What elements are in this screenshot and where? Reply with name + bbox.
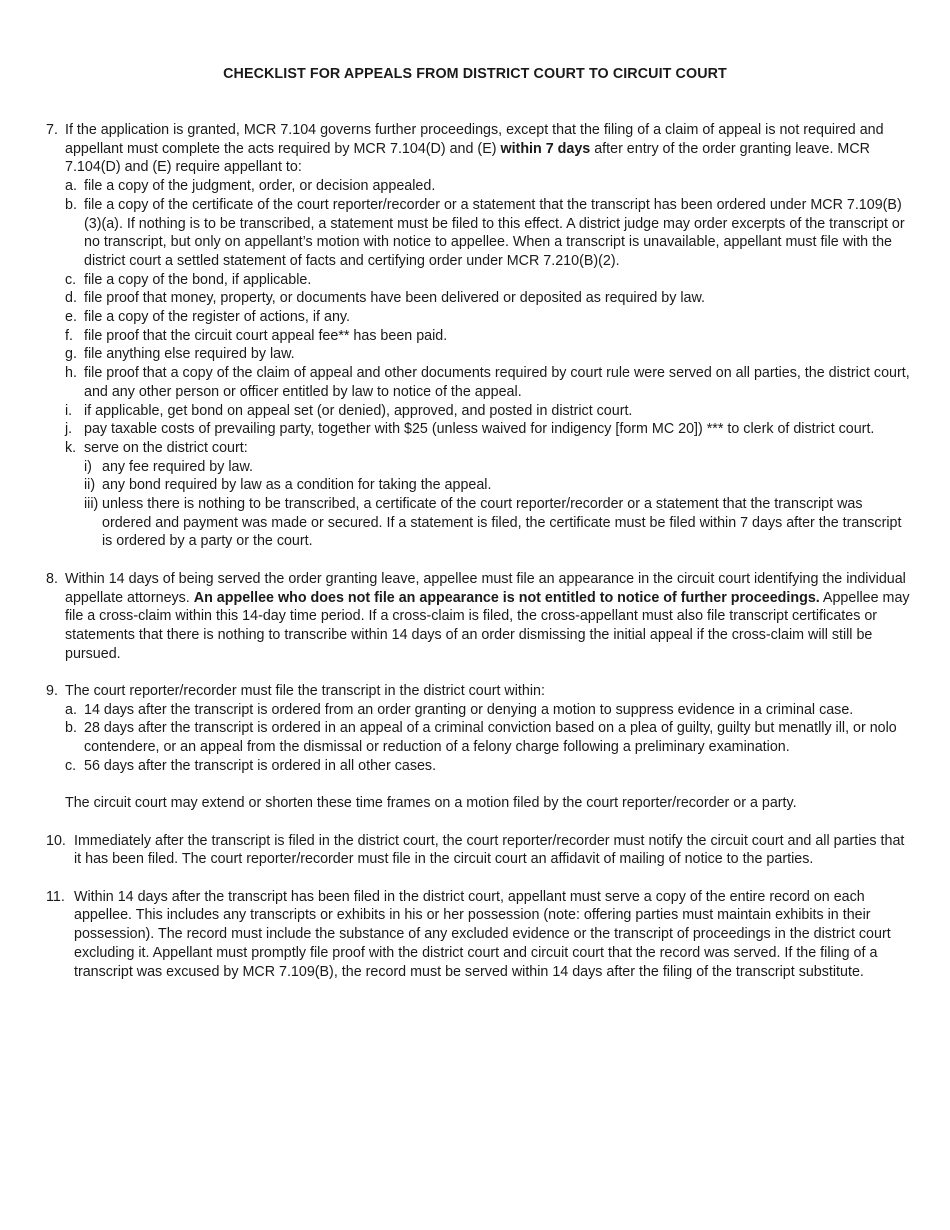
sub-text: any bond required by law as a condition for taking the appeal. — [102, 477, 492, 494]
item-text: The court reporter/recorder must file the transcript in the district court within: — [65, 683, 545, 700]
sub-label: a. — [65, 701, 77, 718]
sub-text: file a copy of the judgment, order, or decision appealed. — [84, 178, 436, 195]
sub-item-7h — [65, 364, 912, 401]
sub-text: file anything else required by law. — [84, 346, 295, 363]
text-segment: Appellee may file a cross-claim within this 14-day time period. If a cross-claim is filed, the cross-appellant must also file transcript certificates or statements that there is nothing to transcribe within 14 days of an order dismissing the initial appeal if the cross-claim will still be pursued. — [65, 589, 910, 662]
sub-label: b. — [65, 720, 77, 737]
sub-item-7k-ii — [65, 476, 912, 495]
sub-text: unless there is nothing to be transcribed, a certificate of the court reporter/recorder or a statement that the transcript was ordered and payment was made or secured. If a statement is filed, the certificate must be filed within 7 days after the transcript is ordered by a party or the court. — [102, 496, 902, 550]
sub-label: j. — [65, 421, 73, 438]
sub-item-7a — [65, 177, 912, 196]
page-title: CHECKLIST FOR APPEALS FROM DISTRICT COURT TO CIRCUIT COURT — [223, 66, 727, 82]
spacer — [46, 813, 912, 832]
sub-label: d. — [65, 290, 77, 307]
item-number: 8. — [46, 570, 58, 587]
checklist-item-9 — [46, 682, 912, 776]
sub-item-7c — [65, 271, 912, 290]
sub-item-7k-iii — [65, 495, 912, 551]
checklist-item-7 — [46, 121, 912, 551]
item-number: 9. — [46, 683, 58, 700]
sub-label: a. — [65, 178, 77, 195]
sub-item-7k — [65, 439, 912, 458]
sub-item-9b — [65, 719, 912, 756]
sub-label: i) — [84, 458, 92, 475]
sub-text: any fee required by law. — [102, 458, 254, 475]
sub-item-9a — [65, 701, 912, 720]
item-text — [65, 570, 912, 664]
item-text: Immediately after the transcript is filed in the district court, the court reporter/recorder must notify the circuit court and all parties that it has been filed. The court reporter/recorder must file in the circuit court an affidavit of mailing of notice to the parties. — [74, 832, 905, 868]
sub-item-9c — [65, 757, 912, 776]
sub-label: g. — [65, 346, 77, 363]
spacer — [46, 663, 912, 682]
bold-deadline: within 7 days — [500, 140, 591, 157]
spacer — [46, 551, 912, 570]
sub-label: f. — [65, 327, 73, 344]
item-number: 10. — [46, 832, 66, 849]
item-number: 11. — [46, 888, 65, 905]
item-number: 7. — [46, 122, 58, 138]
sub-text: 56 days after the transcript is ordered in all other cases. — [84, 757, 437, 774]
sub-item-7i — [65, 402, 912, 421]
item-text — [65, 121, 912, 177]
text-segment: after entry of the order granting leave. MCR 7.104(D) and (E) require appellant to: — [65, 140, 870, 176]
sub-item-7j — [65, 420, 912, 439]
sub-text: file proof that the circuit court appeal fee** has been paid. — [84, 327, 448, 344]
sub-label: b. — [65, 196, 77, 213]
text-segment: If the application is granted, MCR 7.104 governs further proceedings, except that the filing of a claim of appeal is not required and appellant must complete the acts required by MCR 7.104(D) and (E) — [65, 122, 884, 157]
sub-label: i. — [65, 402, 73, 419]
time-frame-note: The circuit court may extend or shorten these time frames on a motion filed by the court reporter/recorder or a party. — [65, 795, 797, 812]
sub-text: 28 days after the transcript is ordered in an appeal of a criminal conviction based on a plea of guilty, guilty but menatlly ill, or nolo contendere, or an appeal from the dismissal or reduction of a felony charge following a preliminary examination. — [84, 720, 897, 756]
sub-text: serve on the district court: — [84, 439, 248, 456]
sub-label: k. — [65, 439, 77, 456]
checklist-body — [46, 121, 912, 981]
sub-label: e. — [65, 309, 77, 326]
sub-text: 14 days after the transcript is ordered from an order granting or denying a motion to suppress evidence in a criminal case. — [84, 701, 854, 718]
sub-text: if applicable, get bond on appeal set (or denied), approved, and posted in district court. — [84, 402, 633, 419]
sub-item-7k-i — [65, 458, 912, 477]
spacer — [46, 776, 912, 795]
sub-label: c. — [65, 271, 77, 288]
sub-item-7b — [65, 196, 912, 271]
sub-text: file a copy of the bond, if applicable. — [84, 271, 312, 288]
checklist-item-11 — [46, 888, 912, 982]
sub-item-7g — [65, 345, 912, 364]
sub-text: file a copy of the register of actions, if any. — [84, 309, 350, 326]
sub-label: ii) — [84, 477, 96, 494]
sub-text: file a copy of the certificate of the court reporter/recorder or a statement that the transcript has been ordered under MCR 7.109(B)(3)(a). If nothing is to be transcribed, a statement must be filed to this effect. A district judge may order excerpts of the transcript or no transcript, but only on appellant’s motion with notice to appellee. When a transcript is unavailable, appellant must file with the district court a settled statement of facts and certifying order under MCR 7.210(B)(2). — [84, 196, 905, 269]
sub-label: h. — [65, 365, 77, 382]
sub-text: file proof that money, property, or documents have been delivered or deposited as required by law. — [84, 290, 705, 307]
sub-label: c. — [65, 757, 77, 774]
sub-item-7f — [65, 327, 912, 346]
checklist-item-10 — [46, 832, 912, 869]
sub-text: pay taxable costs of prevailing party, together with $25 (unless waived for indigency [form MC 20]) *** to clerk of district court. — [84, 421, 875, 438]
bold-warning: An appellee who does not file an appearance is not entitled to notice of further proceedings. — [193, 589, 820, 606]
sub-item-7d — [65, 289, 912, 308]
text-segment: Within 14 days of being served the order granting leave, appellee must file an appearance in the circuit court identifying the individual appellate attorneys. — [65, 570, 906, 606]
sub-item-7e — [65, 308, 912, 327]
checklist-item-8 — [46, 570, 912, 664]
spacer — [46, 869, 912, 888]
sub-text: file proof that a copy of the claim of appeal and other documents required by court rule were served on all parties, the district court, and any other person or officer entitled by law to notice of the appeal. — [84, 365, 910, 400]
item-text: Within 14 days after the transcript has been filed in the district court, appellant must serve a copy of the entire record on each appellee. This includes any transcripts or exhibits in his or her possession (note: offering parties must maintain exhibits in their possession). The record must include the substance of any excluded evidence or the transcript of proceedings in the district court excluding it. Appellant must promptly file proof with the district court and circuit court that the record was served. If the filing of a transcript was excused by MCR 7.109(B), the record must be served within 14 days after the filing of the transcript substitute. — [74, 888, 891, 980]
sub-label: iii) — [84, 496, 99, 513]
